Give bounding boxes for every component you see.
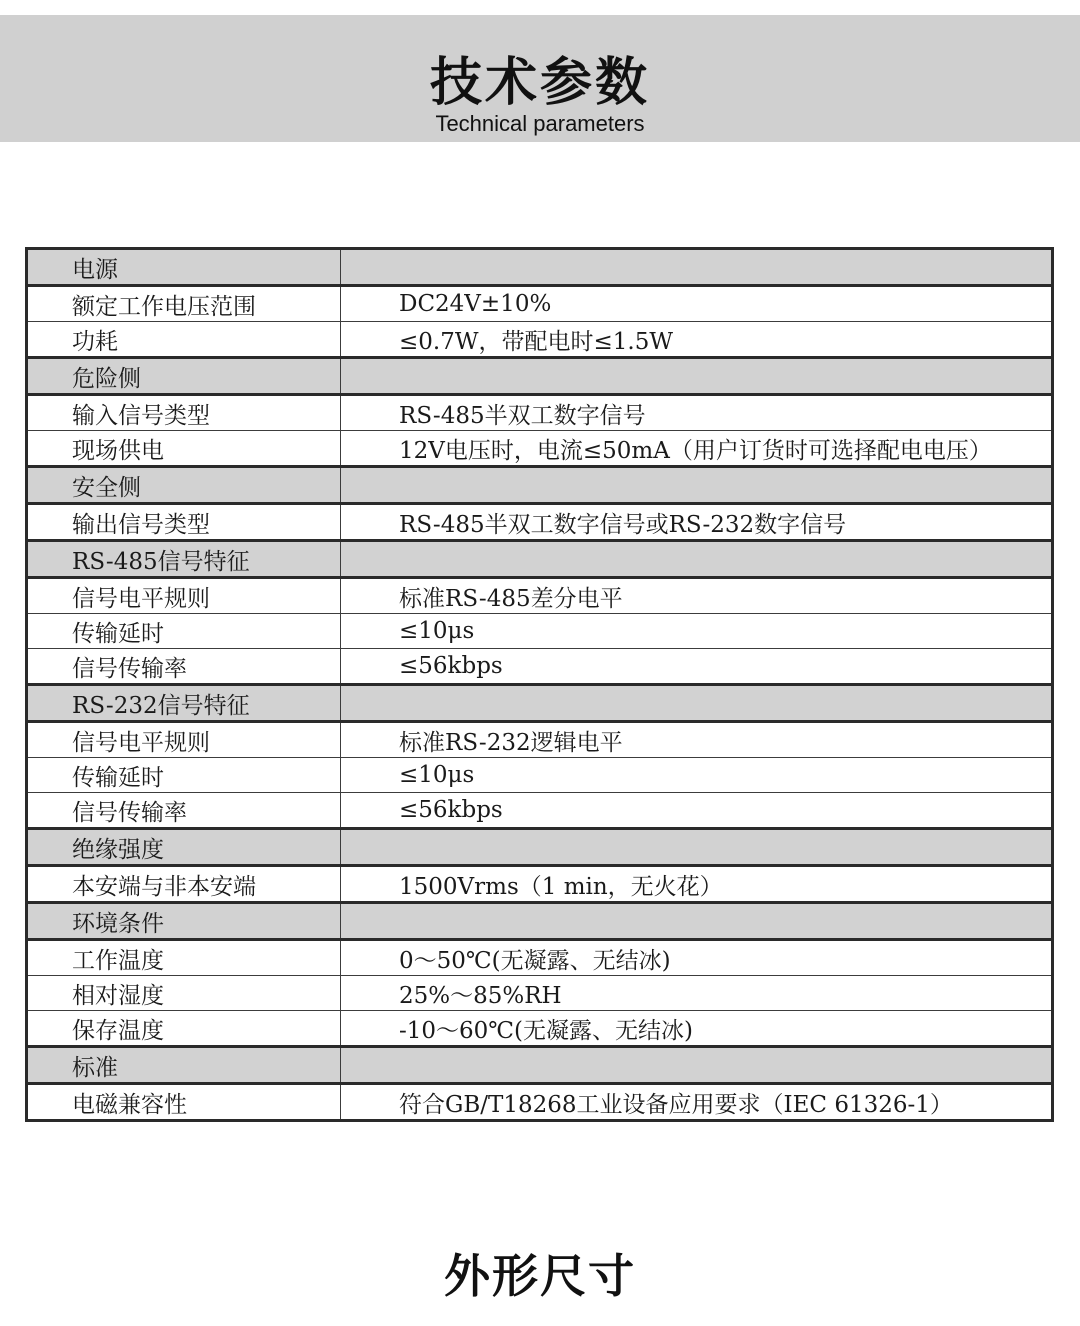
param-label-cell: 信号传输率 <box>27 649 341 685</box>
header-band <box>0 15 1080 142</box>
param-label-cell: 电源 <box>27 249 341 286</box>
param-label-cell: RS-485信号特征 <box>27 541 341 578</box>
param-value-cell: 25%～85%RH <box>341 976 1053 1011</box>
param-label-cell: 安全侧 <box>27 467 341 504</box>
param-value-cell: 标准RS-232逻辑电平 <box>341 722 1053 758</box>
param-value-cell: ≤10μs <box>341 758 1053 793</box>
param-value-cell <box>341 829 1053 866</box>
param-label-cell: 相对湿度 <box>27 976 341 1011</box>
param-label-cell: 传输延时 <box>27 614 341 649</box>
param-value-cell: 0～50℃(无凝露、无结冰) <box>341 940 1053 976</box>
param-label-cell: 信号电平规则 <box>27 578 341 614</box>
param-value-cell: ≤10μs <box>341 614 1053 649</box>
param-label-cell: 功耗 <box>27 322 341 358</box>
param-label-cell: 工作温度 <box>27 940 341 976</box>
param-label-cell: 保存温度 <box>27 1011 341 1047</box>
spec-row <box>27 1084 1053 1121</box>
param-value-cell <box>341 541 1053 578</box>
technical-parameters-table <box>25 247 1054 1122</box>
param-value-cell <box>341 903 1053 940</box>
page-title: 技术参数 <box>429 53 650 112</box>
param-value-cell: DC24V±10% <box>341 286 1053 322</box>
param-value-cell: 符合GB/T18268工业设备应用要求（IEC 61326-1） <box>341 1084 1053 1121</box>
page-subtitle: Technical parameters <box>435 110 645 136</box>
section-header-row <box>27 541 1053 578</box>
param-value-cell: RS-485半双工数字信号 <box>341 395 1053 431</box>
spec-row <box>27 649 1053 685</box>
param-value-cell: RS-485半双工数字信号或RS-232数字信号 <box>341 504 1053 541</box>
section-header-row <box>27 829 1053 866</box>
param-label-cell: 信号传输率 <box>27 793 341 829</box>
param-value-cell: ≤0.7W，带配电时≤1.5W <box>341 322 1053 358</box>
dimensions-section-title: 外形尺寸 <box>444 1250 636 1302</box>
spec-row <box>27 614 1053 649</box>
spec-row <box>27 1011 1053 1047</box>
param-label-cell: 现场供电 <box>27 431 341 467</box>
param-value-cell: ≤56kbps <box>341 649 1053 685</box>
spec-row <box>27 431 1053 467</box>
param-value-cell <box>341 467 1053 504</box>
param-label-cell: 输出信号类型 <box>27 504 341 541</box>
spec-row <box>27 322 1053 358</box>
spec-row <box>27 395 1053 431</box>
spec-row <box>27 504 1053 541</box>
param-value-cell <box>341 1047 1053 1084</box>
param-label-cell: 绝缘强度 <box>27 829 341 866</box>
param-label-cell: 信号电平规则 <box>27 722 341 758</box>
param-value-cell: 12V电压时，电流≤50mA（用户订货时可选择配电电压） <box>341 431 1053 467</box>
param-value-cell <box>341 249 1053 286</box>
param-value-cell <box>341 358 1053 395</box>
param-value-cell: ≤56kbps <box>341 793 1053 829</box>
section-header-row <box>27 358 1053 395</box>
param-value-cell: -10～60℃(无凝露、无结冰) <box>341 1011 1053 1047</box>
section-header-row <box>27 1047 1053 1084</box>
spec-row <box>27 722 1053 758</box>
spec-row <box>27 866 1053 903</box>
param-label-cell: 额定工作电压范围 <box>27 286 341 322</box>
section-header-row <box>27 467 1053 504</box>
spec-row <box>27 793 1053 829</box>
param-value-cell <box>341 685 1053 722</box>
spec-row <box>27 578 1053 614</box>
spec-row <box>27 286 1053 322</box>
section-header-row <box>27 903 1053 940</box>
param-label-cell: 电磁兼容性 <box>27 1084 341 1121</box>
param-label-cell: 环境条件 <box>27 903 341 940</box>
section-header-row <box>27 685 1053 722</box>
spec-table-body <box>27 249 1053 1121</box>
param-label-cell: 传输延时 <box>27 758 341 793</box>
spec-row <box>27 940 1053 976</box>
param-value-cell: 1500Vrms（1 min，无火花） <box>341 866 1053 903</box>
param-label-cell: 标准 <box>27 1047 341 1084</box>
param-label-cell: RS-232信号特征 <box>27 685 341 722</box>
section-header-row <box>27 249 1053 286</box>
param-label-cell: 危险侧 <box>27 358 341 395</box>
param-value-cell: 标准RS-485差分电平 <box>341 578 1053 614</box>
param-label-cell: 输入信号类型 <box>27 395 341 431</box>
spec-row <box>27 758 1053 793</box>
param-label-cell: 本安端与非本安端 <box>27 866 341 903</box>
spec-row <box>27 976 1053 1011</box>
